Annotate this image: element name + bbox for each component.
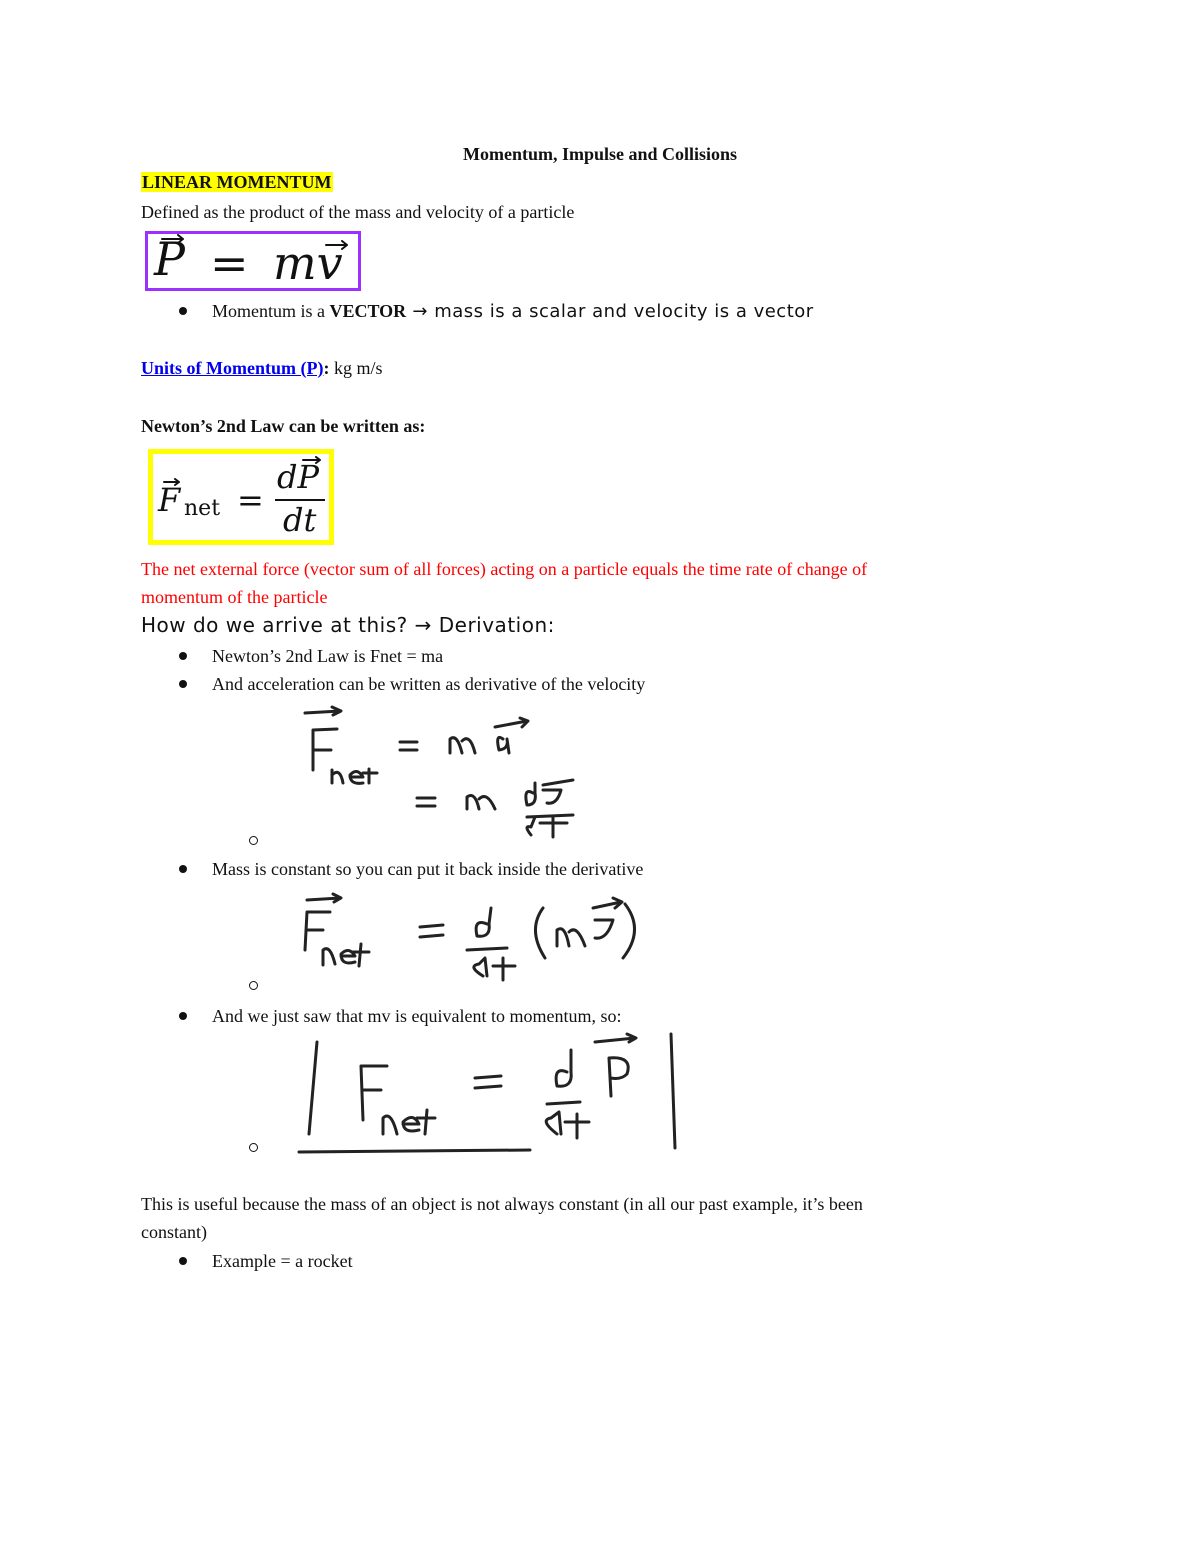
red-explanation-1: The net external force (vector sum of all forces) acting on a particle equals the time rate of change of (141, 559, 868, 579)
vector-arrow-icon (301, 456, 323, 464)
units-value: kg m/s (329, 358, 383, 378)
vector-arrow-icon (162, 478, 182, 486)
newton-heading: Newton’s 2nd Law can be written as: (141, 416, 426, 436)
definition-text: Defined as the product of the mass and velocity of a particle (141, 202, 575, 222)
momentum-equation-box (145, 231, 361, 291)
eq-mv: mv (273, 236, 343, 290)
section-heading: LINEAR MOMENTUM (142, 172, 332, 192)
bullet-text: And we just saw that mv is equivalent to momentum, so: (212, 1006, 622, 1026)
bullet-icon (179, 307, 187, 315)
text: → mass is a scalar and velocity is a vector (406, 301, 814, 322)
eq-equals: = (210, 236, 249, 290)
sub-bullet-icon (249, 1143, 258, 1152)
units-link[interactable]: Units of Momentum (P) (141, 358, 324, 378)
red-explanation-2: momentum of the particle (141, 587, 328, 607)
eq-f: F (158, 481, 181, 519)
bullet-text: And acceleration can be written as derivative of the velocity (212, 674, 646, 694)
vector-arrow-icon (160, 234, 186, 244)
sub-bullet-icon (249, 981, 258, 990)
eq-sub: net (184, 496, 221, 521)
bullet-text: Mass is constant so you can put it back inside the derivative (212, 859, 644, 879)
eq-equals: = (237, 481, 264, 519)
vector-arrow-icon (324, 240, 350, 250)
eq-num: dP (277, 458, 320, 496)
units-line (141, 357, 383, 379)
example-bullet-text: Example = a rocket (212, 1251, 353, 1271)
text: Momentum is a (212, 301, 330, 321)
handwritten-derivative-mv-image (295, 890, 670, 995)
bullet-icon (179, 865, 187, 873)
vector-bullet-text (212, 300, 814, 323)
bullet-icon (179, 652, 187, 660)
handwritten-fnet-ma-image (295, 705, 585, 850)
closing-text-1: This is useful because the mass of an object is not always constant (in all our past example, it’s been (141, 1194, 863, 1214)
eq-p: P (154, 232, 185, 286)
text: : (323, 358, 330, 378)
text-bold: VECTOR (329, 301, 407, 321)
closing-text-2: constant) (141, 1222, 207, 1242)
handwritten-fnet-dpdt-boxed-image (295, 1030, 695, 1160)
newton-equation-box (148, 449, 334, 545)
derivation-heading: How do we arrive at this? → Derivation: (141, 613, 555, 637)
bullet-icon (179, 1012, 187, 1020)
bullet-text: Newton’s 2nd Law is Fnet = ma (212, 646, 444, 666)
bullet-icon (179, 680, 187, 688)
sub-bullet-icon (249, 836, 258, 845)
page-title: Momentum, Impulse and Collisions (462, 144, 738, 164)
eq-den: dt (283, 501, 317, 539)
bullet-icon (179, 1257, 187, 1265)
